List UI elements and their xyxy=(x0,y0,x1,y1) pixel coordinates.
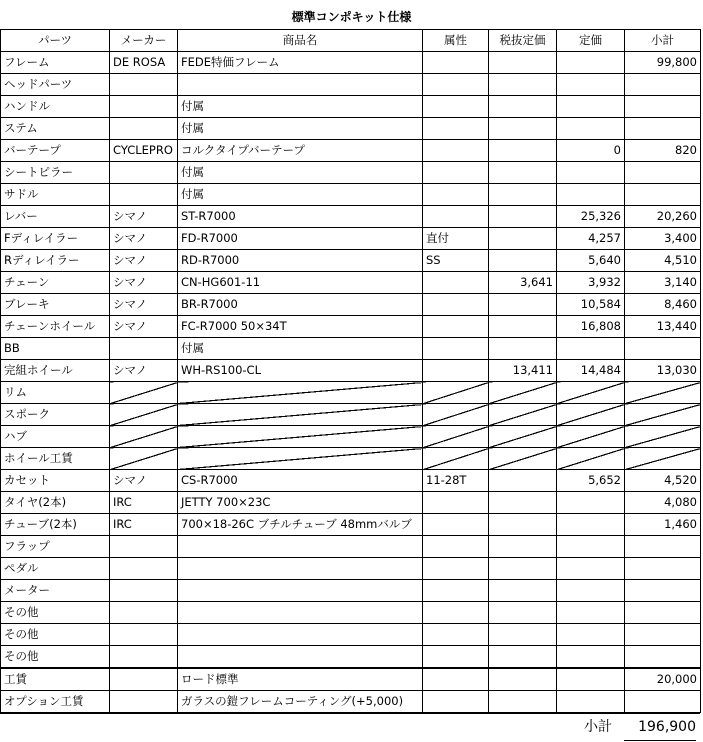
cell-product[interactable]: FD-R7000 xyxy=(178,228,423,250)
cell-attribute[interactable] xyxy=(423,602,489,624)
cell-list-price[interactable] xyxy=(557,492,625,514)
cell-maker[interactable] xyxy=(110,426,178,448)
cell-maker[interactable] xyxy=(110,382,178,404)
cell-maker[interactable]: シマノ xyxy=(110,228,178,250)
cell-list-price[interactable]: 3,932 xyxy=(557,272,625,294)
cell-subtotal[interactable] xyxy=(625,602,701,624)
cell-list-price[interactable] xyxy=(557,580,625,602)
cell-list-price[interactable] xyxy=(557,668,625,691)
cell-subtotal[interactable]: 4,510 xyxy=(625,250,701,272)
cell-list-price[interactable]: 16,808 xyxy=(557,316,625,338)
cell-subtotal[interactable]: 1,460 xyxy=(625,514,701,536)
cell-product[interactable]: RD-R7000 xyxy=(178,250,423,272)
cell-product[interactable] xyxy=(178,426,423,448)
cell-product[interactable]: CN-HG601-11 xyxy=(178,272,423,294)
table-row xyxy=(1,404,701,426)
cell-subtotal[interactable] xyxy=(625,74,701,96)
table-row xyxy=(1,162,701,184)
cell-price-excl-tax[interactable] xyxy=(489,118,557,140)
cell-price-excl-tax[interactable] xyxy=(489,514,557,536)
parts-table xyxy=(0,29,701,713)
cell-attribute[interactable] xyxy=(423,338,489,360)
cell-maker[interactable] xyxy=(110,404,178,426)
cell-attribute[interactable] xyxy=(423,118,489,140)
cell-subtotal[interactable]: 4,520 xyxy=(625,470,701,492)
table-row xyxy=(1,52,701,74)
table-row xyxy=(1,272,701,294)
cell-maker[interactable]: シマノ xyxy=(110,250,178,272)
cell-attribute[interactable] xyxy=(423,316,489,338)
cell-maker[interactable]: シマノ xyxy=(110,360,178,382)
cell-subtotal[interactable]: 3,400 xyxy=(625,228,701,250)
cell-list-price[interactable] xyxy=(557,558,625,580)
cell-maker[interactable] xyxy=(110,536,178,558)
table-row xyxy=(1,382,701,404)
cell-price-excl-tax[interactable] xyxy=(489,228,557,250)
sheet-title: 標準コンポキット仕様 xyxy=(291,10,412,24)
cell-maker[interactable]: シマノ xyxy=(110,294,178,316)
table-row xyxy=(1,558,701,580)
table-row xyxy=(1,536,701,558)
cell-parts[interactable]: チューブ(2本) xyxy=(1,514,110,536)
cell-product[interactable] xyxy=(178,602,423,624)
cell-maker[interactable] xyxy=(110,74,178,96)
cell-parts[interactable]: その他 xyxy=(1,602,110,624)
header-product: 商品名 xyxy=(178,30,423,52)
cell-attribute[interactable] xyxy=(423,206,489,228)
cell-parts[interactable]: フレーム xyxy=(1,52,110,74)
cell-price-excl-tax[interactable] xyxy=(489,536,557,558)
cell-parts[interactable]: ブレーキ xyxy=(1,294,110,316)
cell-product[interactable]: FEDE特価フレーム xyxy=(178,52,423,74)
cell-maker[interactable] xyxy=(110,118,178,140)
cell-list-price[interactable] xyxy=(557,404,625,426)
header-list-price: 定価 xyxy=(557,30,625,52)
cell-parts[interactable]: リム xyxy=(1,382,110,404)
cell-maker[interactable]: シマノ xyxy=(110,206,178,228)
cell-parts[interactable]: カセット xyxy=(1,470,110,492)
cell-product[interactable]: 付属 xyxy=(178,184,423,206)
table-row xyxy=(1,514,701,536)
cell-subtotal[interactable] xyxy=(625,118,701,140)
cell-price-excl-tax[interactable] xyxy=(489,492,557,514)
cell-subtotal[interactable] xyxy=(625,382,701,404)
cell-price-excl-tax[interactable] xyxy=(489,404,557,426)
cell-subtotal[interactable]: 99,800 xyxy=(625,52,701,74)
header-price-excl-tax: 税抜定価 xyxy=(489,30,557,52)
cell-price-excl-tax[interactable] xyxy=(489,470,557,492)
cell-product[interactable]: CS-R7000 xyxy=(178,470,423,492)
cell-parts[interactable]: BB xyxy=(1,338,110,360)
cell-list-price[interactable]: 5,640 xyxy=(557,250,625,272)
cell-price-excl-tax[interactable] xyxy=(489,206,557,228)
cell-maker[interactable]: シマノ xyxy=(110,470,178,492)
cell-price-excl-tax[interactable] xyxy=(489,646,557,669)
cell-list-price[interactable] xyxy=(557,118,625,140)
cell-parts[interactable]: チェーン xyxy=(1,272,110,294)
cell-list-price[interactable]: 0 xyxy=(557,140,625,162)
cell-list-price[interactable] xyxy=(557,426,625,448)
cell-list-price[interactable] xyxy=(557,184,625,206)
table-row xyxy=(1,580,701,602)
cell-product[interactable]: FC-R7000 50×34T xyxy=(178,316,423,338)
cell-subtotal[interactable] xyxy=(625,558,701,580)
cell-product[interactable]: 付属 xyxy=(178,162,423,184)
cell-product[interactable] xyxy=(178,404,423,426)
cell-subtotal[interactable] xyxy=(625,96,701,118)
cell-parts[interactable]: その他 xyxy=(1,624,110,646)
cell-attribute[interactable] xyxy=(423,294,489,316)
cell-price-excl-tax[interactable] xyxy=(489,52,557,74)
cell-product[interactable]: 付属 xyxy=(178,338,423,360)
cell-product[interactable]: WH-RS100-CL xyxy=(178,360,423,382)
cell-list-price[interactable]: 4,257 xyxy=(557,228,625,250)
table-row xyxy=(1,140,701,162)
table-row xyxy=(1,338,701,360)
cell-product[interactable]: 付属 xyxy=(178,118,423,140)
cell-price-excl-tax[interactable] xyxy=(489,624,557,646)
cell-subtotal[interactable] xyxy=(625,646,701,669)
cell-product[interactable]: ロード標準 xyxy=(178,668,423,691)
cell-parts[interactable]: 完組ホイール xyxy=(1,360,110,382)
cell-attribute[interactable] xyxy=(423,691,489,713)
cell-attribute[interactable] xyxy=(423,140,489,162)
cell-attribute[interactable] xyxy=(423,96,489,118)
cell-list-price[interactable] xyxy=(557,382,625,404)
cell-price-excl-tax[interactable] xyxy=(489,382,557,404)
cell-subtotal[interactable] xyxy=(625,162,701,184)
table-row xyxy=(1,206,701,228)
cell-product[interactable]: ST-R7000 xyxy=(178,206,423,228)
cell-subtotal[interactable]: 4,080 xyxy=(625,492,701,514)
cell-list-price[interactable] xyxy=(557,52,625,74)
cell-list-price[interactable]: 10,584 xyxy=(557,294,625,316)
cell-product[interactable]: BR-R7000 xyxy=(178,294,423,316)
table-row xyxy=(1,184,701,206)
table-row xyxy=(1,448,701,470)
cell-price-excl-tax[interactable] xyxy=(489,294,557,316)
header-row xyxy=(1,30,701,52)
cell-attribute[interactable] xyxy=(423,580,489,602)
cell-maker[interactable]: DE ROSA xyxy=(110,52,178,74)
cell-list-price[interactable] xyxy=(557,602,625,624)
cell-attribute[interactable] xyxy=(423,404,489,426)
cell-attribute[interactable] xyxy=(423,558,489,580)
cell-subtotal[interactable] xyxy=(625,691,701,713)
cell-subtotal[interactable]: 13,440 xyxy=(625,316,701,338)
cell-attribute[interactable] xyxy=(423,492,489,514)
cell-attribute[interactable]: 直付 xyxy=(423,228,489,250)
cell-parts[interactable]: オプション工賃 xyxy=(1,691,110,713)
cell-attribute[interactable] xyxy=(423,162,489,184)
cell-parts[interactable]: ハンドル xyxy=(1,96,110,118)
cell-attribute[interactable] xyxy=(423,382,489,404)
table-row xyxy=(1,118,701,140)
cell-price-excl-tax[interactable] xyxy=(489,448,557,470)
cell-maker[interactable] xyxy=(110,448,178,470)
cell-attribute[interactable] xyxy=(423,426,489,448)
cell-attribute[interactable] xyxy=(423,184,489,206)
cell-subtotal[interactable] xyxy=(625,536,701,558)
cell-price-excl-tax[interactable] xyxy=(489,668,557,691)
cell-subtotal[interactable] xyxy=(625,426,701,448)
cell-price-excl-tax[interactable] xyxy=(489,338,557,360)
cell-list-price[interactable]: 14,484 xyxy=(557,360,625,382)
table-row xyxy=(1,492,701,514)
table-row xyxy=(1,96,701,118)
cell-attribute[interactable] xyxy=(423,514,489,536)
cell-list-price[interactable] xyxy=(557,162,625,184)
table-row xyxy=(1,294,701,316)
cell-maker[interactable] xyxy=(110,338,178,360)
cell-parts[interactable]: タイヤ(2本) xyxy=(1,492,110,514)
table-row xyxy=(1,602,701,624)
cell-parts[interactable]: メーター xyxy=(1,580,110,602)
cell-attribute[interactable] xyxy=(423,448,489,470)
cell-parts[interactable]: シートピラー xyxy=(1,162,110,184)
cell-maker[interactable]: IRC xyxy=(110,492,178,514)
cell-price-excl-tax[interactable]: 13,411 xyxy=(489,360,557,382)
cell-list-price[interactable] xyxy=(557,536,625,558)
cell-price-excl-tax[interactable] xyxy=(489,691,557,713)
cell-parts[interactable]: 工賃 xyxy=(1,668,110,691)
table-row xyxy=(1,426,701,448)
cell-maker[interactable] xyxy=(110,580,178,602)
cell-maker[interactable] xyxy=(110,96,178,118)
cell-maker[interactable] xyxy=(110,602,178,624)
cell-parts[interactable]: フラップ xyxy=(1,536,110,558)
table-row xyxy=(1,74,701,96)
cell-maker[interactable] xyxy=(110,558,178,580)
cell-attribute[interactable] xyxy=(423,624,489,646)
cell-parts[interactable]: ステム xyxy=(1,118,110,140)
cell-subtotal[interactable]: 20,000 xyxy=(625,668,701,691)
cell-attribute[interactable]: 11-28T xyxy=(423,470,489,492)
cell-price-excl-tax[interactable]: 3,641 xyxy=(489,272,557,294)
header-attribute: 属性 xyxy=(423,30,489,52)
cell-list-price[interactable] xyxy=(557,96,625,118)
cell-list-price[interactable] xyxy=(557,338,625,360)
cell-maker[interactable] xyxy=(110,624,178,646)
cell-attribute[interactable] xyxy=(423,272,489,294)
cell-parts[interactable]: スポーク xyxy=(1,404,110,426)
cell-attribute[interactable] xyxy=(423,74,489,96)
cell-list-price[interactable] xyxy=(557,646,625,669)
cell-maker[interactable] xyxy=(110,646,178,669)
cell-subtotal[interactable] xyxy=(625,624,701,646)
table-row xyxy=(1,470,701,492)
cell-maker[interactable]: CYCLEPRO xyxy=(110,140,178,162)
table-row xyxy=(1,316,701,338)
cell-price-excl-tax[interactable] xyxy=(489,580,557,602)
cell-subtotal[interactable]: 8,460 xyxy=(625,294,701,316)
table-row xyxy=(1,624,701,646)
cell-subtotal[interactable] xyxy=(625,184,701,206)
cell-product[interactable]: コルクタイプバーテープ xyxy=(178,140,423,162)
table-row xyxy=(1,250,701,272)
cell-product[interactable] xyxy=(178,448,423,470)
cell-parts[interactable]: ハブ xyxy=(1,426,110,448)
cell-product[interactable] xyxy=(178,74,423,96)
cell-parts[interactable]: Rディレイラー xyxy=(1,250,110,272)
cell-price-excl-tax[interactable] xyxy=(489,602,557,624)
cell-parts[interactable]: ホイール工賃 xyxy=(1,448,110,470)
cell-product[interactable]: ガラスの鎧フレームコーティング(+5,000) xyxy=(178,691,423,713)
cell-price-excl-tax[interactable] xyxy=(489,96,557,118)
table-row xyxy=(1,668,701,691)
cell-price-excl-tax[interactable] xyxy=(489,162,557,184)
total-label: 小計 xyxy=(584,719,612,735)
cell-price-excl-tax[interactable] xyxy=(489,426,557,448)
cell-subtotal[interactable] xyxy=(625,338,701,360)
cell-price-excl-tax[interactable] xyxy=(489,558,557,580)
cell-maker[interactable]: IRC xyxy=(110,514,178,536)
cell-maker[interactable]: シマノ xyxy=(110,316,178,338)
cell-list-price[interactable] xyxy=(557,448,625,470)
cell-product[interactable] xyxy=(178,558,423,580)
cell-product[interactable] xyxy=(178,536,423,558)
cell-price-excl-tax[interactable] xyxy=(489,184,557,206)
cell-subtotal[interactable]: 13,030 xyxy=(625,360,701,382)
cell-parts[interactable]: Fディレイラー xyxy=(1,228,110,250)
cell-maker[interactable] xyxy=(110,162,178,184)
cell-list-price[interactable]: 25,326 xyxy=(557,206,625,228)
table-row xyxy=(1,360,701,382)
cell-product[interactable] xyxy=(178,580,423,602)
cell-price-excl-tax[interactable] xyxy=(489,140,557,162)
cell-parts[interactable]: チェーンホイール xyxy=(1,316,110,338)
cell-attribute[interactable] xyxy=(423,52,489,74)
cell-price-excl-tax[interactable] xyxy=(489,316,557,338)
cell-list-price[interactable] xyxy=(557,624,625,646)
cell-list-price[interactable] xyxy=(557,514,625,536)
cell-product[interactable] xyxy=(178,646,423,669)
cell-parts[interactable]: バーテープ xyxy=(1,140,110,162)
cell-parts[interactable]: レバー xyxy=(1,206,110,228)
cell-product[interactable] xyxy=(178,382,423,404)
cell-subtotal[interactable] xyxy=(625,580,701,602)
cell-subtotal[interactable]: 20,260 xyxy=(625,206,701,228)
table-row xyxy=(1,646,701,669)
table-row xyxy=(1,691,701,713)
cell-parts[interactable]: ペダル xyxy=(1,558,110,580)
cell-maker[interactable]: シマノ xyxy=(110,272,178,294)
cell-product[interactable]: JETTY 700×23C xyxy=(178,492,423,514)
cell-maker[interactable] xyxy=(110,668,178,691)
cell-list-price[interactable] xyxy=(557,691,625,713)
cell-maker[interactable] xyxy=(110,184,178,206)
cell-product[interactable] xyxy=(178,624,423,646)
header-subtotal: 小計 xyxy=(625,30,701,52)
header-maker: メーカー xyxy=(110,30,178,52)
total-value: 196,900 xyxy=(624,714,696,741)
cell-attribute[interactable] xyxy=(423,536,489,558)
cell-subtotal[interactable] xyxy=(625,404,701,426)
cell-price-excl-tax[interactable] xyxy=(489,74,557,96)
cell-attribute[interactable] xyxy=(423,646,489,669)
cell-parts[interactable]: その他 xyxy=(1,646,110,669)
cell-subtotal[interactable]: 820 xyxy=(625,140,701,162)
table-row xyxy=(1,228,701,250)
cell-price-excl-tax[interactable] xyxy=(489,250,557,272)
cell-attribute[interactable] xyxy=(423,360,489,382)
cell-attribute[interactable] xyxy=(423,668,489,691)
cell-product[interactable]: 700×18-26C ブチルチューブ 48mmバルブ xyxy=(178,514,423,536)
cell-list-price[interactable] xyxy=(557,74,625,96)
cell-subtotal[interactable] xyxy=(625,448,701,470)
header-parts: パーツ xyxy=(1,30,110,52)
cell-maker[interactable] xyxy=(110,691,178,713)
cell-list-price[interactable]: 5,652 xyxy=(557,470,625,492)
cell-attribute[interactable]: SS xyxy=(423,250,489,272)
cell-subtotal[interactable]: 3,140 xyxy=(625,272,701,294)
cell-parts[interactable]: サドル xyxy=(1,184,110,206)
cell-parts[interactable]: ヘッドパーツ xyxy=(1,74,110,96)
cell-product[interactable]: 付属 xyxy=(178,96,423,118)
